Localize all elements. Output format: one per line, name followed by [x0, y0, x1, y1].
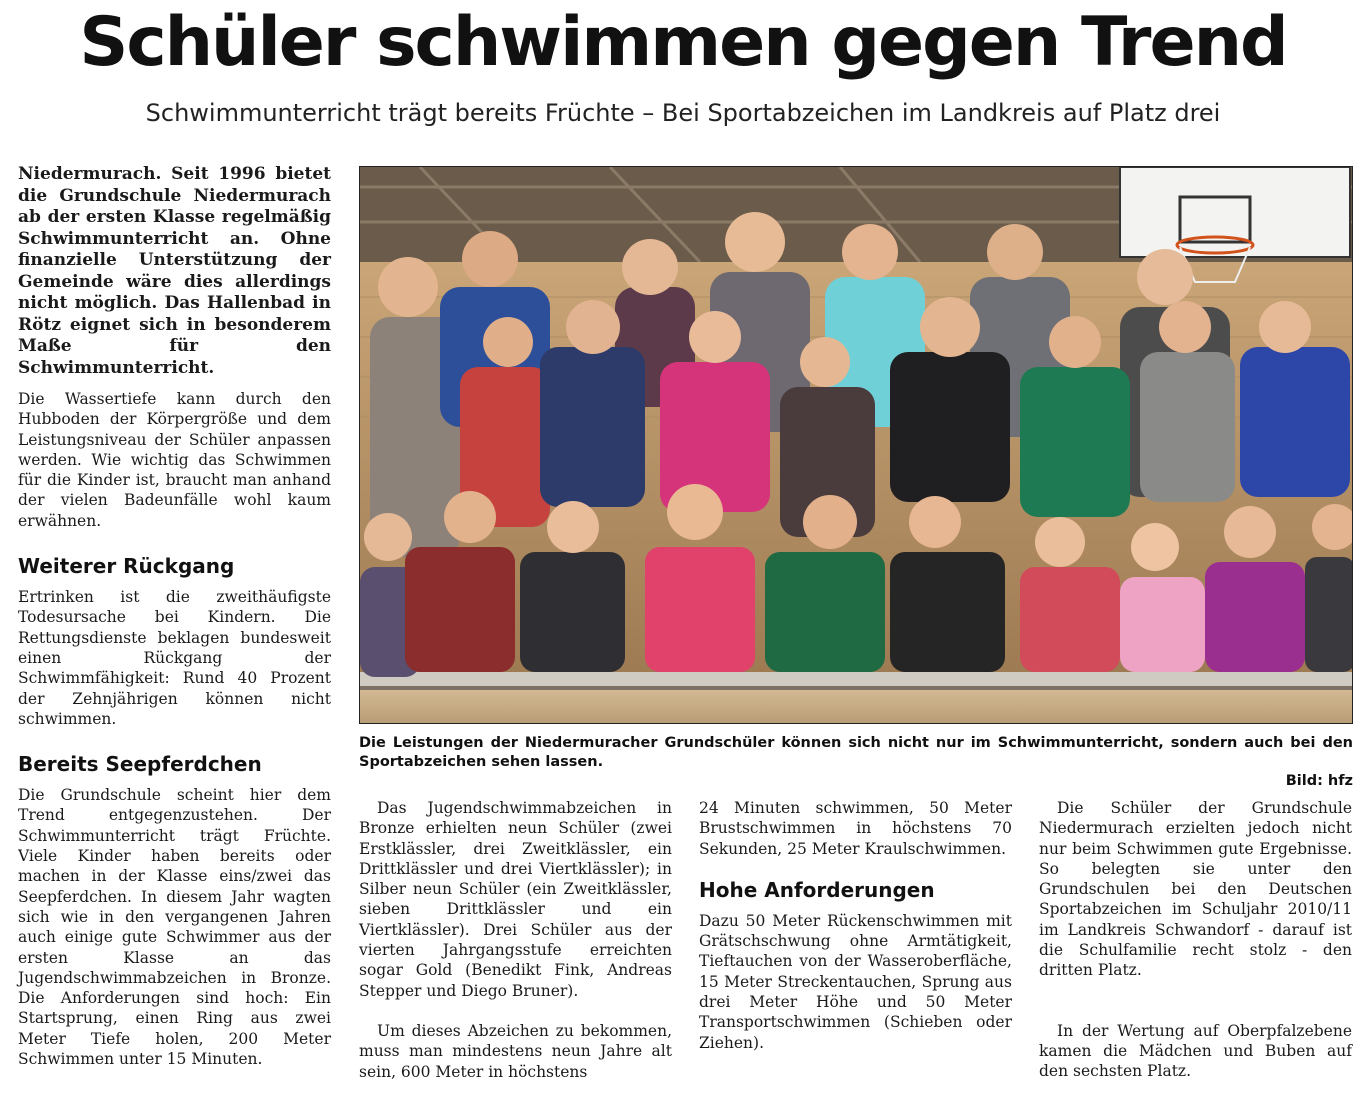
paragraph: Um dieses Abzeichen zu bekommen, muss man mindestens neun Jahre alt sein, 600 Meter in höchstens	[359, 1021, 672, 1081]
article-subheadline: Schwimmunterricht trägt bereits Früchte – Bei Sportabzeichen im Landkreis auf Platz drei	[145, 99, 1221, 127]
paragraph: Das Jugendschwimmabzeichen in Bronze erhielten neun Schüler (zwei Erstklässler, drei Zweitklässler, ein Drittklässler und drei Viertklässler); in Silber neun Schüler (ein Zweitklässler, sieben Drittklässler und ein Viertklässler). Drei Schüler aus der vierten Jahrgangsstufe erreichten sogar Gold (Benedikt Fink, Andreas Stepper und Diego Bruner).	[359, 799, 672, 1000]
caption-text: Die Leistungen der Niedermuracher Grundschüler können sich nicht nur im Schwimmunterricht, sondern auch bei den Sportabzeichen sehen lassen.	[359, 735, 1353, 770]
text-column-3	[699, 798, 1012, 1053]
article-lead: Niedermurach. Seit 1996 bietet die Grundschule Niedermurach ab der ersten Klasse regelmäßig Schwimmunterricht an. Ohne finanzielle Unterstützung der Gemeinde wäre dies allerdings nicht möglich. Das Hallenbad in Rötz eignet sich in besonderem Maße für den Schwimmunterricht.	[18, 164, 331, 378]
section-heading: Weiterer Rückgang	[18, 554, 235, 579]
paragraph: Dazu 50 Meter Rückenschwimmen mit Grätschschwung ohne Armtätigkeit, Tieftauchen von der Wasseroberfläche, 15 Meter Streckentauchen, Sprung aus drei Meter Höhe und 50 Meter Transportschwimmen (Schieben oder Ziehen).	[699, 911, 1012, 1052]
paragraph: Die Schüler der Grundschule Niedermurach erzielten jedoch nicht nur beim Schwimmen gute Ergebnisse. So belegten sie unter den Grundschulen bei den Deutschen Sportabzeichen im Schuljahr 2010/11 im Landkreis Schwandorf - darauf ist die Schulfamilie recht stolz - den dritten Platz.	[1039, 799, 1352, 980]
text-column-2	[359, 798, 672, 1082]
text-column-1	[18, 164, 331, 1069]
group-photo-illustration	[360, 167, 1353, 724]
paragraph: 24 Minuten schwimmen, 50 Meter Brustschwimmen in höchstens 70 Sekunden, 25 Meter Kraulschwimmen.	[699, 799, 1012, 858]
paragraph: Die Wassertiefe kann durch den Hubboden der Körpergröße und dem Leistungsniveau der Schüler anpassen werden. Wie wichtig das Schwimmen für die Kinder ist, braucht man anhand der vielen Badeunfälle wohl kaum erwähnen.	[18, 390, 331, 530]
paragraph: Ertrinken ist die zweithäufigste Todesursache bei Kindern. Die Rettungsdienste beklagen bundesweit einen Rückgang der Schwimmfähigkeit: Rund 40 Prozent der Zehnjährigen können nicht schwimmen.	[18, 588, 331, 728]
text-column-4	[1039, 798, 1352, 1082]
section-heading: Hohe Anforderungen	[699, 877, 935, 902]
photo-credit: Bild: hfz	[1285, 773, 1353, 789]
photo-caption	[359, 734, 1353, 791]
paragraph: In der Wertung auf Oberpfalzebene kamen die Mädchen und Buben auf den sechsten Platz.	[1039, 1021, 1352, 1081]
article-headline: Schüler schwimmen gegen Trend	[79, 3, 1287, 82]
paragraph: Die Grundschule scheint hier dem Trend entgegenzustehen. Der Schwimmunterricht trägt Früchte. Viele Kinder haben bereits oder machen in der Klasse eins/zwei das Seepferdchen. In diesem Jahr wagten sich wie in den vergangenen Jahren auch einige gute Schwimmer aus der ersten Klasse an das Jugendschwimmabzeichen in Bronze. Die Anforderungen sind hoch: Ein Startsprung, einen Ring aus zwei Meter Tiefe holen, 200 Meter Schwimmen unter 15 Minuten.	[18, 786, 331, 1069]
section-heading: Bereits Seepferdchen	[18, 752, 262, 777]
class-group-photo	[359, 166, 1353, 724]
